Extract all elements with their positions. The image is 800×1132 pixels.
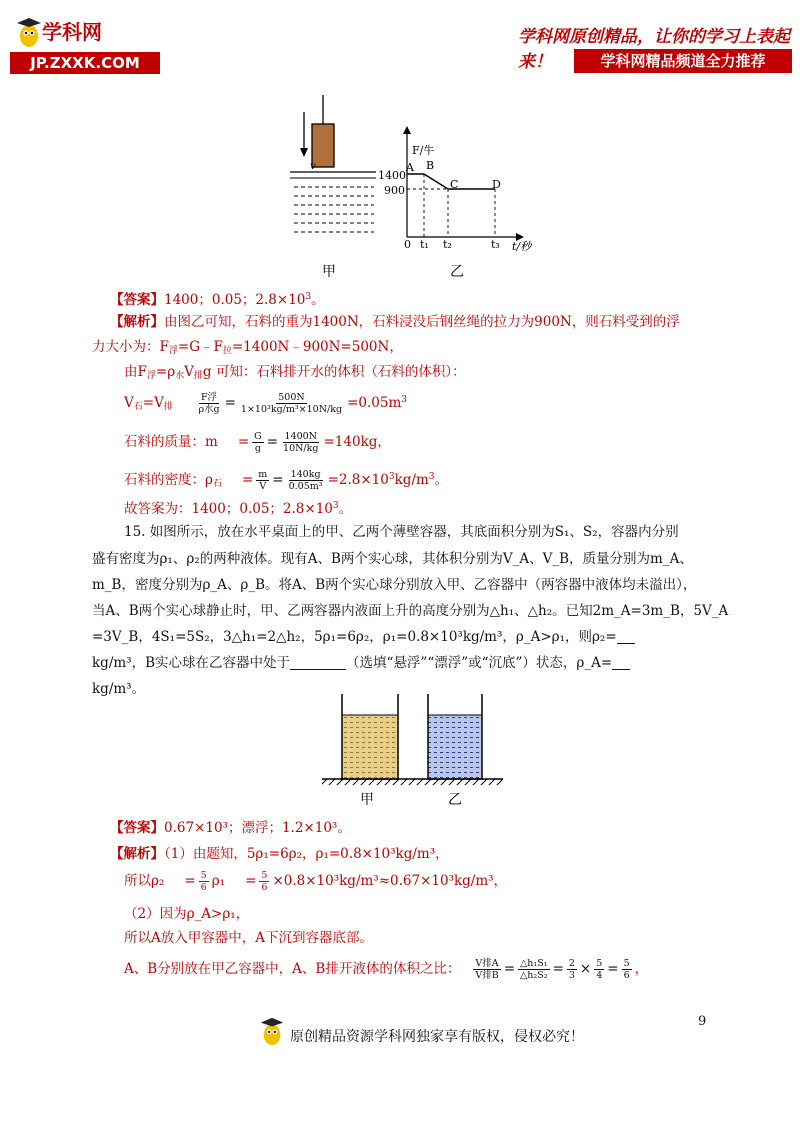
figure1-caption-left: 甲 <box>322 264 336 280</box>
liquid-left <box>342 715 398 779</box>
liquid-right <box>428 715 482 779</box>
brand-name: 学科网 <box>42 20 102 44</box>
q14-density-formula: 石料的密度：$\rho_石$ = $\frac{m}{V}$ = $\frac{140kg}{\text{0.05m³}}$ $=2.8\times 10^3kg/m^3$。 <box>124 469 448 492</box>
header-slogan: 学科网原创精品，让你的学习上表起来！ <box>518 27 790 72</box>
q15-analysis-line5: A、B分别放在甲乙容器中，A、B排开液体的体积之比： $\frac{\text{V排A}}{\text{V排B}}$ = $\frac{\text{△h₁S₁}}{\text{△h₂S₂}}$ = $\frac{2}{3}$ × $\frac{5}{4}$ = $\frac{5}{6}$ ， <box>124 958 649 981</box>
q15-text-line5: =3V_B，4S₁=5S₂，3△h₁=2△h₂，5ρ₁=6ρ₂，ρ₁=0.8×10³kg/m³，ρ_A>ρ₁，则ρ₂= <box>92 627 635 647</box>
q14-analysis-line1: 【解析】由图乙可知，石料的重为1400N，石料浸没后钢丝绳的拉力为900N，则石料受到的浮 <box>110 314 680 330</box>
q14-final-answer: 故答案为：1400；0.05；$2.8\times 10^3$。 <box>124 501 353 517</box>
q14-mass-formula: 石料的质量：m = $\frac{G}{g}$ = $\frac{1400N}{10N/kg}$ =140kg， <box>124 431 391 454</box>
q14-volume-formula: $V_石=V_排$ $\frac{\text{F浮}}{\text{ρ水g}}$ = $\frac{500N}{\text{1×10³kg/m³×10N/kg}}$ $=0.05m^3$ <box>124 392 407 415</box>
q15-analysis-line3: （2）因为ρ_A>ρ₁， <box>124 906 250 922</box>
figure2-caption-right: 乙 <box>448 792 462 808</box>
force-time-graph <box>378 126 533 253</box>
answer-blank-state <box>290 655 346 670</box>
table-surface <box>322 779 503 785</box>
q15-analysis-line2: 所以ρ₂ = $\frac{5}{6}$ ρ₁ = $\frac{5}{6}$ ×0.8×10³kg/m³≈0.67×10³kg/m³， <box>124 870 508 893</box>
q15-text-line3: m_B，密度分别为ρ_A、ρ_B。将A、B两个实心球分别放入甲、乙容器中（两容器中液体均未溢出）， <box>92 577 697 593</box>
tick-t2: t₂ <box>443 238 452 251</box>
page-number: 9 <box>698 1014 707 1029</box>
q15-analysis-line1: 【解析】（1）由题知，5ρ₁=6ρ₂，ρ₁=0.8×10³kg/m³， <box>110 846 449 862</box>
origin-label: 0 <box>404 238 411 251</box>
point-C-label: C <box>450 178 459 191</box>
figure-stone-and-force-graph <box>280 90 550 290</box>
q14-analysis-line3: 由$F_浮=\rho_水V_排g$ 可知：石料排开水的体积（石料的体积）： <box>124 364 466 381</box>
header-banner: 学科网精品频道全力推荐 <box>574 49 792 73</box>
q15-analysis-line4: 所以A放入甲容器中，A下沉到容器底部。 <box>124 930 373 946</box>
point-A-label: A <box>406 161 414 174</box>
figure2-caption-left: 甲 <box>360 792 374 808</box>
q14-analysis-line2: 力大小为：$F_浮=G﹣F_拉=1400N﹣900N=500N$， <box>92 339 403 356</box>
velocity-label: v <box>310 161 316 172</box>
q15-text-line1: 15. 如图所示，放在水平桌面上的甲、乙两个薄壁容器，其底面积分别为S₁、S₂，容器内分别 <box>124 524 679 540</box>
q14-answer: 【答案】1400；0.05；$2.8\times 10^3$。 <box>110 292 325 308</box>
tick-900: 900 <box>384 184 405 197</box>
footer-copyright: 原创精品资源学科网独家享有版权，侵权必究！ <box>290 1029 584 1045</box>
x-axis-label: t/秒 <box>512 240 532 253</box>
point-D-label: D <box>492 178 501 191</box>
brand-mascot-icon <box>14 14 44 50</box>
q15-text-line2: 盛有密度为ρ₁、ρ₂的两种液体。现有A、B两个实心球，其体积分别为V_A、V_B，质量分别为m_A、 <box>92 551 693 567</box>
footer-mascot-icon <box>258 1014 286 1048</box>
answer-blank-rho2 <box>617 629 635 644</box>
point-B-label: B <box>426 159 435 172</box>
y-axis-label: F/牛 <box>412 144 435 157</box>
q15-text-line6: kg/m³，B实心球在乙容器中处于 （选填“悬浮”“漂浮”或“沉底”）状态，ρ_A= <box>92 653 630 673</box>
tick-t1: t₁ <box>420 238 429 251</box>
tick-t3: t₃ <box>491 238 500 251</box>
figure1-caption-right: 乙 <box>450 264 464 280</box>
q15-answer: 【答案】0.67×10³；漂浮；1.2×10³。 <box>110 820 351 836</box>
answer-blank-rhoA <box>612 655 630 670</box>
figure-two-containers <box>320 690 505 808</box>
q15-text-line4: 当A、B两个实心球静止时，甲、乙两容器内液面上升的高度分别为△h₁、△h₂。已知2m_A=3m_B，5V_A <box>92 603 729 619</box>
q15-text-line7: kg/m³。 <box>92 681 146 697</box>
tick-1400: 1400 <box>378 169 406 182</box>
brand-url[interactable]: JP.ZXXK.COM <box>10 52 160 74</box>
stone-in-water-diagram <box>290 95 376 232</box>
